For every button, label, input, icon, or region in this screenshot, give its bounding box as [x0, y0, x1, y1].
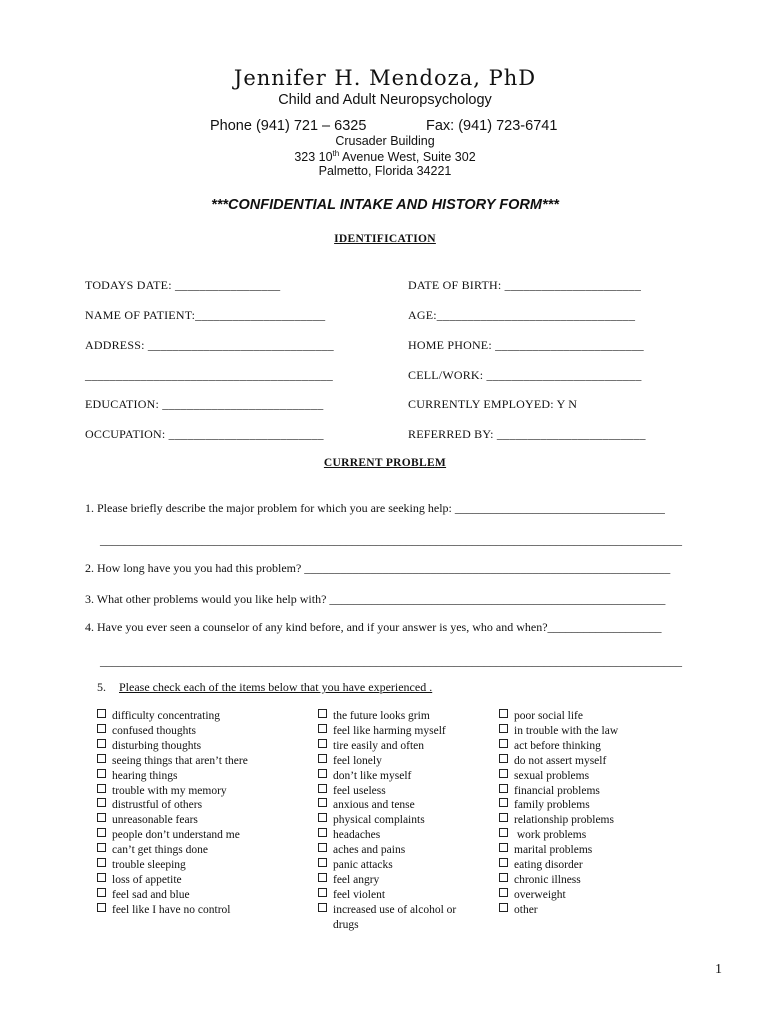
checklist-item-label: feel violent	[333, 888, 386, 901]
checklist-item[interactable]	[499, 798, 618, 813]
checklist-item[interactable]	[499, 769, 618, 784]
question-3[interactable]: 3. What other problems would you like help with? ________________________________________________________	[85, 592, 666, 606]
checkbox-icon[interactable]	[499, 903, 508, 912]
checklist-item[interactable]	[499, 784, 618, 799]
checklist-column-3	[499, 709, 618, 918]
checklist-item-label: feel like harming myself	[333, 724, 446, 737]
checklist-item-label: overweight	[514, 888, 566, 901]
question-1-answer-line[interactable]: _________________________________________________________________________________________________	[100, 533, 682, 547]
checklist-item-label: distrustful of others	[112, 799, 203, 812]
form-title: ***CONFIDENTIAL INTAKE AND HISTORY FORM***	[211, 197, 559, 213]
street-number: 323 10	[294, 150, 333, 165]
question-5-text: Please check each of the items below that you have experienced .	[119, 680, 433, 694]
street-suffix: th	[332, 149, 340, 158]
checklist-item-label: eating disorder	[514, 859, 583, 872]
page-number: 1	[715, 962, 722, 977]
checklist-item[interactable]	[97, 813, 248, 828]
checklist-item-label: do not assert myself	[514, 754, 607, 767]
checkbox-icon[interactable]	[318, 813, 327, 822]
checklist-item[interactable]	[97, 903, 248, 918]
checklist-item-label: seeing things that aren’t there	[112, 754, 248, 767]
question-4-answer-line[interactable]: _________________________________________________________________________________________________	[100, 654, 682, 668]
checklist-item[interactable]	[318, 709, 456, 724]
checklist-item[interactable]	[318, 903, 456, 918]
checklist-item-label: confused thoughts	[112, 724, 197, 737]
question-5-number: 5.	[97, 680, 106, 694]
checklist-item[interactable]	[97, 843, 248, 858]
checklist-item-label: feel sad and blue	[112, 888, 190, 901]
question-4[interactable]: 4. Have you ever seen a counselor of any kind before, and if your answer is yes, who and when?___________________	[85, 620, 662, 634]
checkbox-icon[interactable]	[318, 843, 327, 852]
question-5	[97, 680, 432, 695]
checklist-column-2	[318, 709, 456, 933]
checklist-item[interactable]	[318, 798, 456, 813]
checklist-item-label: don’t like myself	[333, 769, 412, 782]
occupation-field[interactable]: OCCUPATION: _________________________	[85, 427, 324, 441]
identification-heading: IDENTIFICATION	[334, 233, 436, 245]
checkbox-icon[interactable]	[97, 709, 106, 718]
checklist-item[interactable]	[318, 769, 456, 784]
checklist-item-label: hearing things	[112, 769, 178, 782]
checkbox-icon[interactable]	[499, 709, 508, 718]
checklist-item[interactable]	[499, 843, 618, 858]
checkbox-icon[interactable]	[499, 798, 508, 807]
checkbox-icon[interactable]	[499, 724, 508, 733]
checkbox-icon[interactable]	[499, 784, 508, 793]
checklist-item[interactable]	[499, 903, 618, 918]
checklist-item[interactable]	[318, 754, 456, 769]
checkbox-icon[interactable]	[318, 784, 327, 793]
checklist-item-label: the future looks grim	[333, 710, 430, 722]
checkbox-icon[interactable]	[318, 724, 327, 733]
checklist-item[interactable]	[499, 858, 618, 873]
checkbox-icon[interactable]	[97, 784, 106, 793]
checklist-item-label: headaches	[333, 829, 381, 842]
checkbox-icon[interactable]	[97, 873, 106, 882]
checklist-item[interactable]	[318, 784, 456, 799]
checklist-item-label: feel angry	[333, 873, 380, 886]
checklist-item[interactable]	[499, 754, 618, 769]
checklist-item-label: trouble with my memory	[112, 784, 227, 797]
checklist-item[interactable]	[97, 769, 248, 784]
city: Palmetto, Florida 34221	[318, 164, 452, 178]
checklist-item[interactable]	[318, 858, 456, 873]
referred-by-field[interactable]: REFERRED BY: ________________________	[408, 427, 646, 441]
checklist-item[interactable]	[318, 813, 456, 828]
checklist-item-label: work problems	[514, 829, 587, 842]
checklist-item[interactable]	[499, 828, 618, 843]
checklist-item-label: aches and pains	[333, 844, 406, 857]
checkbox-icon[interactable]	[318, 858, 327, 867]
checkbox-icon[interactable]	[499, 754, 508, 763]
checklist-item-label: relationship problems	[514, 814, 614, 827]
checklist-item[interactable]	[499, 724, 618, 739]
checkbox-icon[interactable]	[97, 798, 106, 807]
building: Crusader Building	[335, 134, 435, 148]
todays-date-field[interactable]: TODAYS DATE: _________________	[85, 278, 281, 292]
doctor-name: Jennifer H. Mendoza, PhD	[233, 66, 537, 90]
fax: Fax: (941) 723-6741	[426, 118, 558, 134]
checklist-item[interactable]	[318, 888, 456, 903]
currently-employed-field[interactable]: CURRENTLY EMPLOYED: Y N	[408, 397, 578, 411]
date-of-birth-field[interactable]: DATE OF BIRTH: ______________________	[408, 278, 642, 292]
street-address	[0, 149, 770, 164]
education-field[interactable]: EDUCATION: __________________________	[85, 397, 324, 411]
checkbox-icon[interactable]	[499, 873, 508, 882]
current-problem-heading: CURRENT PROBLEM	[323, 457, 447, 469]
checklist-item-label: disturbing thoughts	[112, 739, 202, 752]
street-rest: Avenue West, Suite 302	[339, 150, 476, 165]
checkbox-icon[interactable]	[318, 873, 327, 882]
checklist-item[interactable]	[499, 873, 618, 888]
specialty: Child and Adult Neuropsychology	[278, 92, 492, 108]
checklist-item-label: unreasonable fears	[112, 814, 198, 827]
checklist-item[interactable]	[97, 873, 248, 888]
checklist-item-label: family problems	[514, 799, 590, 812]
checklist-item-label: anxious and tense	[333, 799, 415, 812]
patient-name-field[interactable]: NAME OF PATIENT:_____________________	[85, 308, 326, 322]
checklist-column-1	[97, 709, 248, 918]
checkbox-icon[interactable]	[499, 739, 508, 748]
checklist-item[interactable]	[318, 828, 456, 843]
checklist-item[interactable]	[97, 858, 248, 873]
checklist-item[interactable]	[318, 873, 456, 888]
address-line-2-field[interactable]: ________________________________________	[85, 368, 333, 382]
cell-work-field[interactable]: CELL/WORK: _________________________	[408, 368, 642, 382]
checklist-item[interactable]	[97, 724, 248, 739]
checkbox-icon[interactable]	[499, 888, 508, 897]
checklist-item-label: poor social life	[514, 710, 583, 722]
checkbox-icon[interactable]	[499, 858, 508, 867]
checklist-item[interactable]	[97, 798, 248, 813]
checklist-item-label: trouble sleeping	[112, 859, 186, 872]
checklist-item-label: people don’t understand me	[112, 829, 240, 842]
checklist-item[interactable]	[97, 754, 248, 769]
checklist-item-label: feel like I have no control	[112, 903, 231, 916]
checklist-item[interactable]	[318, 724, 456, 739]
checkbox-icon[interactable]	[97, 843, 106, 852]
checkbox-icon[interactable]	[97, 724, 106, 733]
checkbox-icon[interactable]	[499, 813, 508, 822]
checklist-item-label: loss of appetite	[112, 873, 182, 886]
checkbox-icon[interactable]	[499, 828, 508, 837]
home-phone-field[interactable]: HOME PHONE: ________________________	[408, 338, 644, 352]
checklist-item-label: feel useless	[333, 784, 386, 797]
checkbox-icon[interactable]	[97, 754, 106, 763]
checklist-item[interactable]	[499, 739, 618, 754]
checkbox-icon[interactable]	[499, 843, 508, 852]
checklist-item-label: in trouble with the law	[514, 724, 619, 737]
question-1[interactable]: 1. Please briefly describe the major problem for which you are seeking help: ___________________________________	[85, 501, 665, 515]
checklist-item-label: tire easily and often	[333, 739, 425, 752]
checklist-item-label: marital problems	[514, 844, 593, 857]
checklist-item[interactable]	[97, 888, 248, 903]
checkbox-icon[interactable]	[97, 813, 106, 822]
checklist-item[interactable]	[97, 739, 248, 754]
checklist-item[interactable]	[499, 813, 618, 828]
checkbox-icon[interactable]	[318, 769, 327, 778]
checkbox-icon[interactable]	[97, 769, 106, 778]
checklist-item-label: physical complaints	[333, 814, 425, 827]
checkbox-icon[interactable]	[97, 903, 106, 912]
checkbox-icon[interactable]	[97, 858, 106, 867]
checkbox-icon[interactable]	[97, 888, 106, 897]
checkbox-icon[interactable]	[499, 769, 508, 778]
checklist-item-label: panic attacks	[333, 859, 393, 872]
checkbox-icon[interactable]	[318, 903, 327, 912]
checkbox-icon[interactable]	[318, 754, 327, 763]
checkbox-icon[interactable]	[318, 739, 327, 748]
phone: Phone (941) 721 – 6325	[210, 118, 367, 134]
checklist-item-label: increased use of alcohol or	[333, 903, 457, 916]
checkbox-icon[interactable]	[318, 828, 327, 837]
checklist-item-label: can’t get things done	[112, 844, 208, 857]
question-2[interactable]: 2. How long have you you had this problem? _____________________________________________________________	[85, 561, 671, 575]
checklist-item-label: act before thinking	[514, 739, 601, 752]
address-field[interactable]: ADDRESS: ______________________________	[85, 338, 334, 352]
checklist-item-label: sexual problems	[514, 769, 590, 782]
checklist-item-label: financial problems	[514, 784, 600, 797]
checklist-item[interactable]	[499, 709, 618, 724]
checklist-item[interactable]	[97, 828, 248, 843]
checklist-item[interactable]	[318, 843, 456, 858]
checklist-item[interactable]	[97, 784, 248, 799]
checklist-item[interactable]	[318, 739, 456, 754]
checklist-item-label: difficulty concentrating	[112, 710, 221, 722]
checklist-item-label: chronic illness	[514, 873, 581, 886]
checklist-item[interactable]	[499, 888, 618, 903]
checkbox-icon[interactable]	[318, 709, 327, 718]
checkbox-icon[interactable]	[97, 739, 106, 748]
age-field[interactable]: AGE:________________________________	[408, 308, 636, 322]
checkbox-icon[interactable]	[318, 798, 327, 807]
checklist-item-label: other	[514, 903, 538, 916]
checklist-item-label: feel lonely	[333, 754, 382, 767]
checklist-item[interactable]	[97, 709, 248, 724]
checklist-item-continuation: drugs	[333, 918, 359, 931]
checkbox-icon[interactable]	[318, 888, 327, 897]
checkbox-icon[interactable]	[97, 828, 106, 837]
